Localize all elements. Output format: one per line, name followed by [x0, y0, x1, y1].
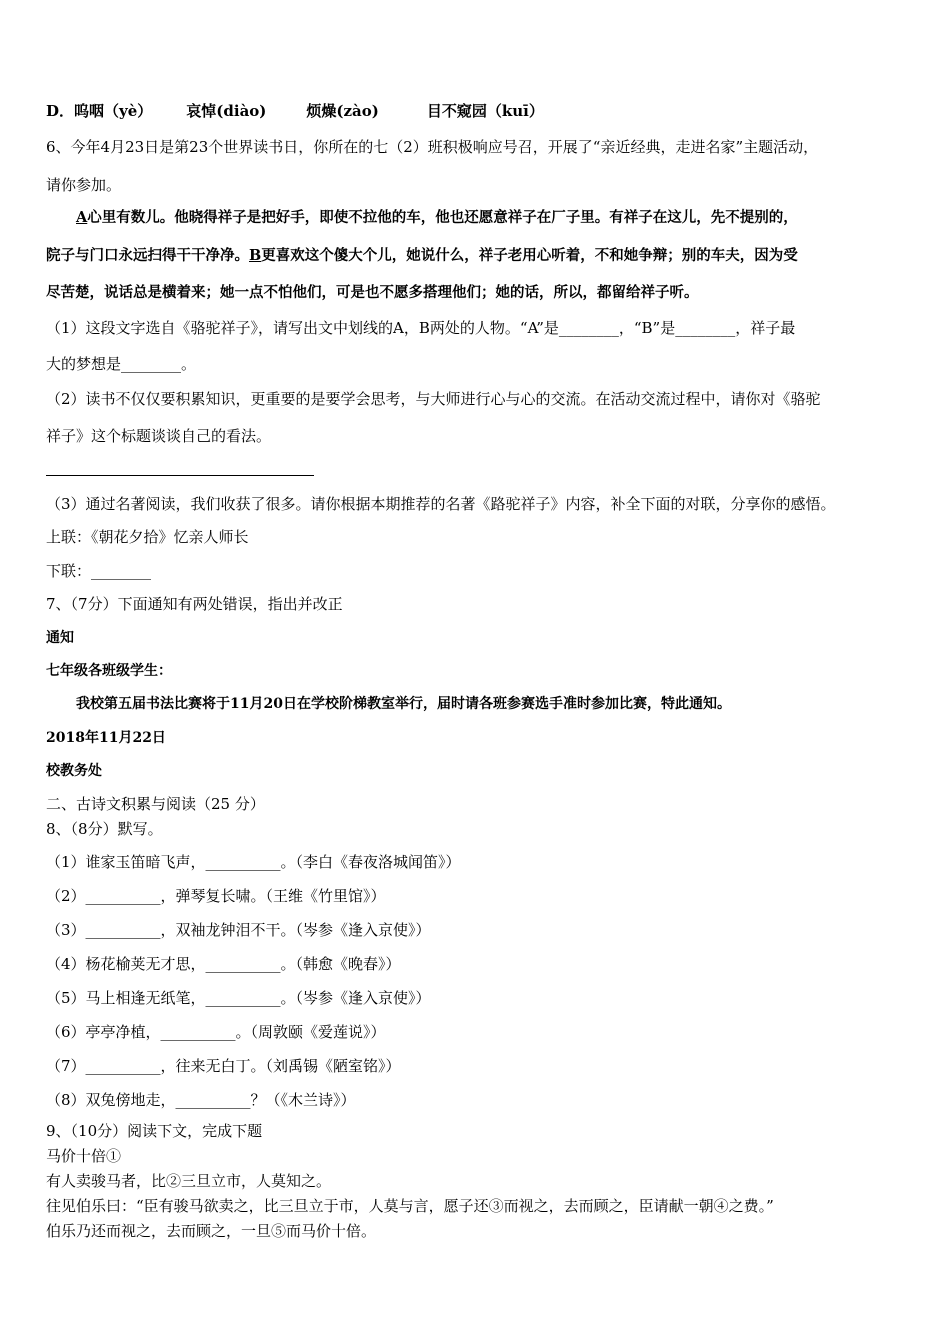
q8-stem: 8、（8分）默写。 — [46, 820, 163, 838]
q6-sub2-line-2: 祥子》这个标题谈谈自己的看法。 — [46, 427, 272, 445]
q9-passage-line-2: 往见伯乐曰：“臣有骏马欲卖之，比三旦立于市，人莫与言，愿子还③而视之，去而顾之，臣请献一朝④之费。” — [46, 1197, 774, 1215]
q9-passage-line-3: 伯乐乃还而视之，去而顾之，一旦⑤而马价十倍。 — [46, 1222, 377, 1240]
option-d-word-3: 烦燥(zào) — [306, 102, 379, 120]
option-d-label: D． — [46, 102, 75, 120]
q7-stem: 7、（7分）下面通知有两处错误，指出并改正 — [46, 595, 343, 613]
option-d-row — [46, 101, 544, 121]
q6-sub2-line-1: （2）读书不仅仅要积累知识，更重要的是要学会思考，与大师进行心与心的交流。在活动交流过程中，请你对《骆驼 — [46, 390, 821, 408]
notice-signature: 校教务处 — [46, 763, 102, 779]
couplet-down: 下联：________ — [46, 562, 152, 580]
q8-item: （1）谁家玉笛暗飞声，__________。（李白《春夜洛城闻笛》） — [46, 853, 461, 871]
passage-mark-b: B — [249, 247, 262, 264]
q8-item: （3）__________，双袖龙钟泪不干。（岑参《逢入京使》） — [46, 921, 431, 939]
q6-passage-line-2 — [46, 246, 798, 266]
notice-recipient: 七年级各班级学生： — [46, 663, 172, 679]
section-2-title: 二、古诗文积累与阅读（25 分） — [46, 795, 265, 813]
notice-title: 通知 — [46, 630, 74, 646]
q9-passage-title: 马价十倍① — [46, 1147, 122, 1165]
q8-item: （2）__________，弹琴复长啸。（王维《竹里馆》） — [46, 887, 386, 905]
answer-line — [46, 475, 314, 476]
couplet-up: 上联：《朝花夕拾》忆亲人师长 — [46, 528, 249, 546]
q8-item: （6）亭亭净植，__________。（周敦颐《爱莲说》） — [46, 1023, 386, 1041]
q9-stem: 9、（10分）阅读下文，完成下题 — [46, 1122, 263, 1140]
q6-stem-line-1: 6、今年4月23日是第23个世界读书日，你所在的七（2）班积极响应号召，开展了“亲近经典，走进名家”主题活动， — [46, 138, 819, 156]
q6-sub1-line-1: （1）这段文字选自《骆驼祥子》，请写出文中划线的A，B两处的人物。“A”是________，“B”是________，祥子最 — [46, 319, 796, 337]
q8-item: （4）杨花榆荚无才思，__________。（韩愈《晚春》） — [46, 955, 401, 973]
option-d-word-2: 哀悼(diào) — [186, 102, 267, 120]
q6-sub1-line-2: 大的梦想是________。 — [46, 355, 197, 373]
q8-item: （8）双兔傍地走，__________？（《木兰诗》） — [46, 1091, 356, 1109]
q6-sub3: （3）通过名著阅读，我们收获了很多。请你根据本期推荐的名著《路驼祥子》内容，补全下面的对联，分享你的感悟。 — [46, 495, 836, 513]
q6-stem-line-2: 请你参加。 — [46, 176, 122, 194]
q6-passage-line-1 — [76, 208, 798, 228]
q8-item: （5）马上相逢无纸笔，__________。（岑参《逢入京使》） — [46, 989, 431, 1007]
q9-passage-line-1: 有人卖骏马者，比②三旦立市，人莫知之。 — [46, 1172, 332, 1190]
passage-text-1: 心里有数儿。他晓得祥子是把好手，即使不拉他的车，他也还愿意祥子在厂子里。有祥子在这儿，先不提别的， — [87, 209, 798, 226]
q6-passage-line-3: 尽苦楚，说话总是横着来；她一点不怕他们，可是也不愿多搭理他们；她的话，所以，都留给祥子听。 — [46, 284, 699, 301]
passage-mark-a: A — [76, 209, 88, 226]
option-d-word-4: 目不窥园（kuī） — [426, 102, 544, 120]
q8-item: （7）__________，往来无白丁。（刘禹锡《陋室铭》） — [46, 1057, 401, 1075]
option-d-word-1: 呜咽（yè） — [74, 102, 153, 120]
notice-date: 2018年11月22日 — [46, 730, 166, 746]
passage-text-2b: 更喜欢这个傻大个儿，她说什么，祥子老用心听着，不和她争辩；别的车夫，因为受 — [261, 247, 798, 264]
notice-body: 我校第五届书法比赛将于11月20日在学校阶梯教室举行，届时请各班参赛选手准时参加比赛，特此通知。 — [76, 696, 731, 712]
passage-text-2a: 院子与门口永远扫得干干净净。 — [46, 247, 249, 264]
